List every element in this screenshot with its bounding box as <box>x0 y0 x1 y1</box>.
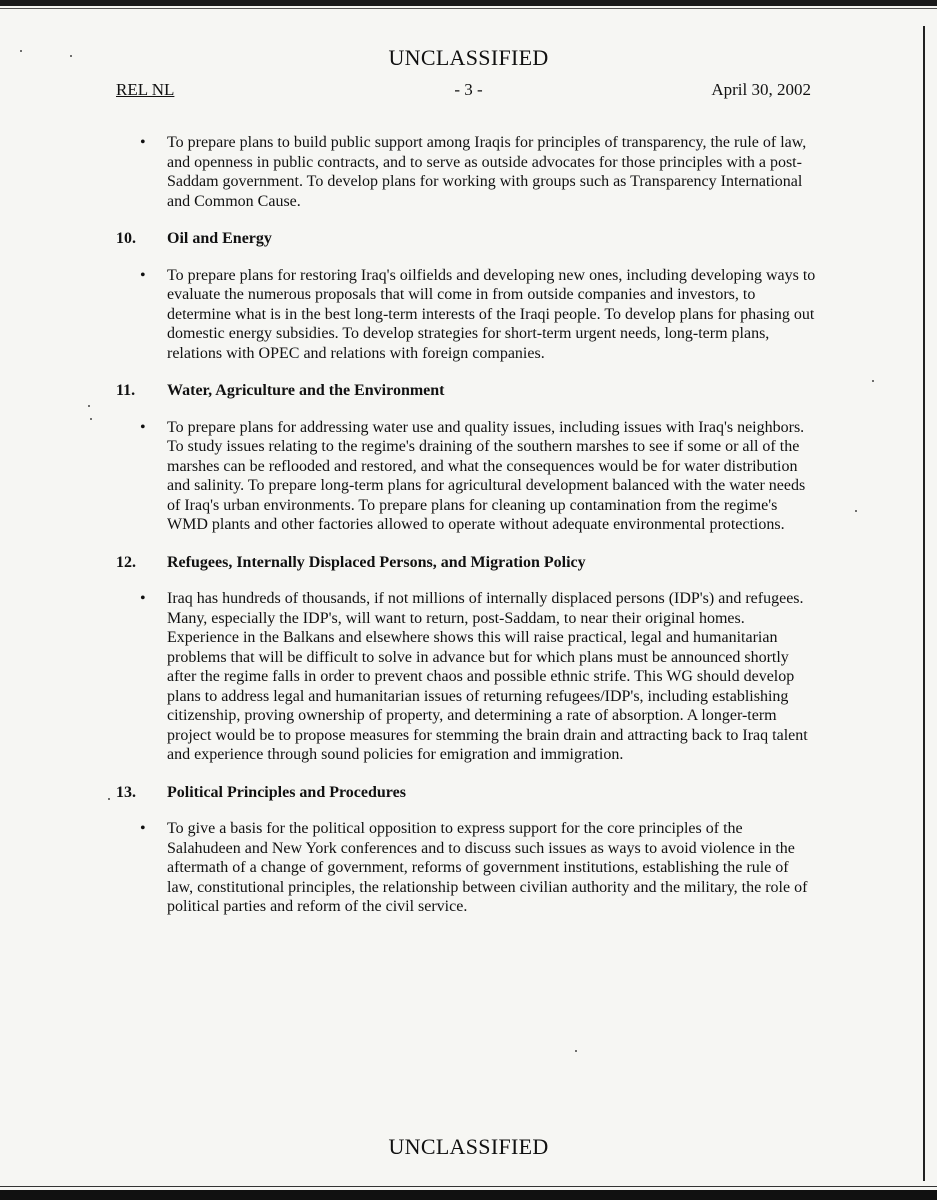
scan-speck <box>872 380 874 382</box>
classification-footer: UNCLASSIFIED <box>388 1134 549 1159</box>
scan-speck <box>88 405 90 407</box>
section-number: 12. <box>116 553 136 571</box>
classification-header: UNCLASSIFIED <box>388 45 549 70</box>
section-13-bullet: • To give a basis for the political opposition to express support for the core principles of the Salahudeen and New York conferences and to discuss such issues as ways to avoid violence in the aftermath of a change of government, reforms of government institutions, establishing the rule of law, constitutional principles, the relationship between civilian authority and the military, the role of political parties and reform of the civil service. <box>116 819 816 917</box>
section-title: Refugees, Internally Displaced Persons, and Migration Policy <box>167 553 586 571</box>
section-heading-12 <box>116 553 816 573</box>
scan-edge-top <box>0 0 937 6</box>
document-body <box>116 133 816 917</box>
section-10-bullet: • To prepare plans for restoring Iraq's oilfields and developing new ones, including developing ways to evaluate the numerous proposals that will come in from outside companies and investors, to determine what is in the best long-term interests of the Iraqi people. To develop plans for phasing out domestic energy subsidies. To develop strategies for short-term urgent needs, long-term plans, relations with OPEC and relations with foreign companies. <box>116 266 816 364</box>
document-date: April 30, 2002 <box>711 80 811 99</box>
intro-bullet: • To prepare plans to build public support among Iraqis for principles of transparency, the rule of law, and openness in public contracts, and to serve as outside advocates for those principles with a post-Saddam government. To develop plans for working with groups such as Transparency International and Common Cause. <box>116 133 816 211</box>
section-number: 13. <box>116 783 136 801</box>
section-11-bullet: • To prepare plans for addressing water use and quality issues, including issues with Iraq's neighbors. To study issues relating to the regime's draining of the southern marshes to see if some or all of the marshes can be reflooded and restored, and what the consequences would be for water distribution and salinity. To prepare long-term plans for agricultural development balanced with the water needs of Iraq's urban environments. To prepare plans for cleaning up contamination from the regime's WMD plants and other factories allowed to operate without adequate environmental protections. <box>116 418 816 535</box>
scan-speck <box>108 798 110 800</box>
scan-speck <box>575 1050 577 1052</box>
section-heading-10 <box>116 229 816 249</box>
release-marking: REL NL <box>116 80 175 99</box>
section-title: Water, Agriculture and the Environment <box>167 382 445 399</box>
section-heading-13 <box>116 783 816 803</box>
section-number: 11. <box>116 382 136 399</box>
scan-edge-right <box>923 26 925 1181</box>
section-12-bullet: • Iraq has hundreds of thousands, if not millions of internally displaced persons (IDP's) and refugees. Many, especially the IDP's, will want to return, post-Saddam, to near their original homes. Experience in the Balkans and elsewhere shows this will raise practical, legal and humanitarian problems that will be difficult to solve in advance but for which plans must be announced shortly after the regime falls in order to prevent chaos and possible ethnic strife. This WG should develop plans to address legal and humanitarian issues of returning refugees/IDP's, including establishing citizenship, proving ownership of property, and determining a rate of absorption. A longer-term project would be to propose measures for stemming the brain drain and attracting back to Iraq talent and experience through sound policies for emigration and immigration. <box>116 589 816 765</box>
scan-edge-top-line <box>0 8 937 9</box>
section-title: Political Principles and Procedures <box>167 783 406 801</box>
page-number: - 3 - <box>454 80 483 99</box>
section-title: Oil and Energy <box>167 230 272 247</box>
scan-speck <box>90 418 92 420</box>
scan-speck <box>855 510 857 512</box>
section-heading-11 <box>116 381 816 401</box>
scan-edge-bottom-line <box>0 1186 937 1187</box>
section-number: 10. <box>116 230 136 247</box>
scan-edge-bottom <box>0 1190 937 1200</box>
